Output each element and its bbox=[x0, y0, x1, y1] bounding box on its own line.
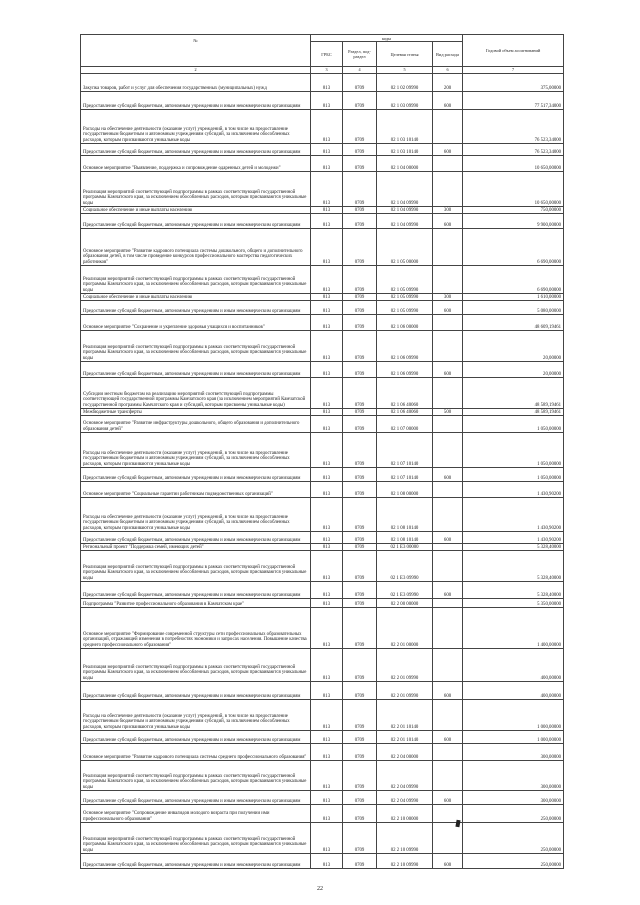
col-number: 6 bbox=[433, 67, 463, 74]
row-target-article-cell: 02 1 05 09990 bbox=[377, 294, 433, 301]
row-expense-type-cell: 300 bbox=[433, 207, 463, 214]
row-name-cell: Реализация мероприятий соответствующей подпрограммы в рамках соответствующей государственной программы Камчатского края, за исключением обособленных расходов, которым присваиваются уникальные коды bbox=[81, 649, 311, 682]
row-grbs-cell: 813 bbox=[311, 229, 343, 266]
row-sum-cell: 400,00000 bbox=[463, 682, 564, 700]
row-target-article-cell: 02 1 03 10140 bbox=[377, 144, 433, 156]
row-name-cell: Предоставление субсидий бюджетным, автономным учреждениям и иным некоммерческим организациям bbox=[81, 92, 311, 110]
row-sum-cell: 250,00000 bbox=[463, 823, 564, 854]
row-razdel-cell: 0709 bbox=[343, 266, 377, 294]
row-target-article-cell: 02 1 05 00000 bbox=[377, 229, 433, 266]
row-target-article-cell: 02 1 03 10140 bbox=[377, 110, 433, 144]
row-sum-cell: 9 900,00000 bbox=[463, 214, 564, 229]
table-row bbox=[81, 433, 564, 468]
table-row bbox=[81, 700, 564, 731]
row-sum-cell: 5 328,40000 bbox=[463, 582, 564, 599]
table-row bbox=[81, 731, 564, 744]
row-sum-cell: 1 050,00000 bbox=[463, 468, 564, 482]
header-annual-sum: Годовой объем ассигнований bbox=[463, 35, 564, 67]
row-sum-cell: 76 523,34000 bbox=[463, 144, 564, 156]
row-grbs-cell: 813 bbox=[311, 468, 343, 482]
row-razdel-cell: 0709 bbox=[343, 498, 377, 532]
row-expense-type-cell bbox=[433, 110, 463, 144]
row-target-article-cell: 02 2 01 09990 bbox=[377, 649, 433, 682]
row-grbs-cell: 813 bbox=[311, 700, 343, 731]
table-row bbox=[81, 582, 564, 599]
row-razdel-cell: 0709 bbox=[343, 207, 377, 214]
row-name-cell: Основное мероприятие "Формирование современной структуры сети профессиональных образовательных организаций, отражающей изменения в потребностях экономики и запросах населения. Повышение качества среднего профессионального образования" bbox=[81, 608, 311, 649]
row-razdel-cell: 0709 bbox=[343, 582, 377, 599]
row-sum-cell: 300,00000 bbox=[463, 761, 564, 791]
row-razdel-cell: 0709 bbox=[343, 805, 377, 823]
row-sum-cell: 10 650,00000 bbox=[463, 156, 564, 172]
table-row bbox=[81, 608, 564, 649]
row-grbs-cell: 813 bbox=[311, 362, 343, 378]
row-expense-type-cell bbox=[433, 482, 463, 498]
row-grbs-cell: 813 bbox=[311, 744, 343, 761]
row-sum-cell: 1 050,00000 bbox=[463, 433, 564, 468]
row-grbs-cell: 813 bbox=[311, 156, 343, 172]
row-grbs-cell: 813 bbox=[311, 433, 343, 468]
row-expense-type-cell bbox=[433, 551, 463, 582]
row-name-cell: Расходы на обеспечение деятельности (оказание услуг) учреждений, в том числе на предоставление государственным бюджетным и автономным учреждениям субсидий, за исключением обособленных расходов, которым присваиваются уникальные коды bbox=[81, 433, 311, 468]
row-target-article-cell: 02 1 06 40060 bbox=[377, 378, 433, 409]
row-expense-type-cell bbox=[433, 229, 463, 266]
row-razdel-cell: 0709 bbox=[343, 214, 377, 229]
row-sum-cell: 300,00000 bbox=[463, 744, 564, 761]
row-name-cell: Предоставление субсидий бюджетным, автономным учреждениям и иным некоммерческим организациям bbox=[81, 731, 311, 744]
row-expense-type-cell: 300 bbox=[433, 294, 463, 301]
row-name-cell: Закупка товаров, работ и услуг для обеспечения государственных (муниципальных) нужд bbox=[81, 74, 311, 92]
row-grbs-cell: 813 bbox=[311, 378, 343, 409]
row-expense-type-cell bbox=[433, 700, 463, 731]
row-sum-cell: 6 690,00000 bbox=[463, 266, 564, 294]
row-name-cell: Межбюджетные трансферты bbox=[81, 409, 311, 416]
table-row bbox=[81, 599, 564, 608]
row-target-article-cell: 02 2 10 00000 bbox=[377, 805, 433, 823]
row-name-cell: Основное мероприятие "Сохранение и укрепление здоровья учащихся и воспитанников" bbox=[81, 315, 311, 331]
row-razdel-cell: 0709 bbox=[343, 229, 377, 266]
header-row-codes bbox=[81, 35, 564, 42]
row-target-article-cell: 02 1 08 00000 bbox=[377, 482, 433, 498]
header-target-article: Целевая статья bbox=[377, 42, 433, 67]
col-number: 5 bbox=[377, 67, 433, 74]
table-row bbox=[81, 805, 564, 823]
table-row bbox=[81, 172, 564, 207]
row-razdel-cell: 0709 bbox=[343, 608, 377, 649]
row-name-cell: Предоставление субсидий бюджетным, автономным учреждениям и иным некоммерческим организациям bbox=[81, 532, 311, 544]
row-expense-type-cell bbox=[433, 544, 463, 551]
row-grbs-cell: 813 bbox=[311, 214, 343, 229]
row-expense-type-cell bbox=[433, 599, 463, 608]
row-grbs-cell: 813 bbox=[311, 144, 343, 156]
row-target-article-cell: 02 1 Е3 09990 bbox=[377, 551, 433, 582]
row-razdel-cell: 0709 bbox=[343, 110, 377, 144]
row-grbs-cell: 813 bbox=[311, 544, 343, 551]
row-razdel-cell: 0709 bbox=[343, 482, 377, 498]
header-razdel: Раздел, под-раздел bbox=[343, 42, 377, 67]
row-expense-type-cell bbox=[433, 378, 463, 409]
row-target-article-cell: 02 1 06 09990 bbox=[377, 362, 433, 378]
row-target-article-cell: 02 1 07 10140 bbox=[377, 468, 433, 482]
row-razdel-cell: 0709 bbox=[343, 409, 377, 416]
row-grbs-cell: 813 bbox=[311, 649, 343, 682]
row-target-article-cell: 02 1 04 00000 bbox=[377, 156, 433, 172]
row-expense-type-cell bbox=[433, 649, 463, 682]
row-name-cell: Реализация мероприятий соответствующей подпрограммы в рамках соответствующей государственной программы Камчатского края, за исключением обособленных расходов, которым присваиваются уникальные коды bbox=[81, 172, 311, 207]
row-sum-cell: 1 430,90200 bbox=[463, 532, 564, 544]
row-sum-cell: 5 328,40000 bbox=[463, 544, 564, 551]
row-sum-cell: 5 080,00000 bbox=[463, 301, 564, 315]
table-row bbox=[81, 409, 564, 416]
row-grbs-cell: 813 bbox=[311, 266, 343, 294]
row-target-article-cell: 02 1 04 09990 bbox=[377, 214, 433, 229]
row-grbs-cell: 813 bbox=[311, 582, 343, 599]
row-grbs-cell: 813 bbox=[311, 92, 343, 110]
row-razdel-cell: 0709 bbox=[343, 761, 377, 791]
row-razdel-cell: 0709 bbox=[343, 649, 377, 682]
row-expense-type-cell bbox=[433, 608, 463, 649]
row-grbs-cell: 813 bbox=[311, 74, 343, 92]
row-name-cell: Предоставление субсидий бюджетным, автономным учреждениям и иным некоммерческим организациям bbox=[81, 362, 311, 378]
row-razdel-cell: 0709 bbox=[343, 823, 377, 854]
table-row bbox=[81, 315, 564, 331]
row-sum-cell: 10 650,00000 bbox=[463, 172, 564, 207]
row-target-article-cell: 02 2 01 09990 bbox=[377, 682, 433, 700]
row-target-article-cell: 02 1 05 09990 bbox=[377, 301, 433, 315]
row-grbs-cell: 813 bbox=[311, 331, 343, 362]
header-expense-type: Вид расхода bbox=[433, 42, 463, 67]
row-razdel-cell: 0709 bbox=[343, 378, 377, 409]
row-razdel-cell: 0709 bbox=[343, 700, 377, 731]
row-name-cell: Реализация мероприятий соответствующей подпрограммы в рамках соответствующей государственной программы Камчатского края, за исключением обособленных расходов, которым присваиваются уникальные коды bbox=[81, 331, 311, 362]
row-expense-type-cell bbox=[433, 331, 463, 362]
row-target-article-cell: 02 2 01 10140 bbox=[377, 700, 433, 731]
row-expense-type-cell: 600 bbox=[433, 532, 463, 544]
row-razdel-cell: 0709 bbox=[343, 315, 377, 331]
row-expense-type-cell bbox=[433, 416, 463, 433]
row-target-article-cell: 02 1 04 09990 bbox=[377, 172, 433, 207]
table-row bbox=[81, 156, 564, 172]
row-target-article-cell: 02 2 10 09990 bbox=[377, 854, 433, 869]
row-grbs-cell: 813 bbox=[311, 294, 343, 301]
row-target-article-cell: 02 1 02 09990 bbox=[377, 74, 433, 92]
row-razdel-cell: 0709 bbox=[343, 854, 377, 869]
table-row bbox=[81, 74, 564, 92]
table-row bbox=[81, 498, 564, 532]
row-razdel-cell: 0709 bbox=[343, 74, 377, 92]
row-grbs-cell: 813 bbox=[311, 551, 343, 582]
header-grbs: ГРБС bbox=[311, 42, 343, 67]
row-grbs-cell: 813 bbox=[311, 110, 343, 144]
row-target-article-cell: 02 1 06 09990 bbox=[377, 331, 433, 362]
row-expense-type-cell bbox=[433, 156, 463, 172]
row-sum-cell: 6 690,00000 bbox=[463, 229, 564, 266]
row-target-article-cell: 02 1 06 40060 bbox=[377, 409, 433, 416]
row-expense-type-cell bbox=[433, 315, 463, 331]
col-number: 4 bbox=[343, 67, 377, 74]
table-row bbox=[81, 468, 564, 482]
row-expense-type-cell bbox=[433, 266, 463, 294]
row-expense-type-cell: 600 bbox=[433, 362, 463, 378]
row-target-article-cell: 02 2 00 00000 bbox=[377, 599, 433, 608]
table-row bbox=[81, 649, 564, 682]
table-row bbox=[81, 744, 564, 761]
row-razdel-cell: 0709 bbox=[343, 144, 377, 156]
row-grbs-cell: 813 bbox=[311, 791, 343, 805]
row-razdel-cell: 0709 bbox=[343, 433, 377, 468]
row-razdel-cell: 0709 bbox=[343, 468, 377, 482]
row-expense-type-cell: 600 bbox=[433, 468, 463, 482]
row-grbs-cell: 813 bbox=[311, 207, 343, 214]
table-body bbox=[81, 74, 564, 869]
row-expense-type-cell: 600 bbox=[433, 731, 463, 744]
row-name-cell: Предоставление субсидий бюджетным, автономным учреждениям и иным некоммерческим организациям bbox=[81, 301, 311, 315]
row-expense-type-cell bbox=[433, 498, 463, 532]
table-row bbox=[81, 823, 564, 854]
row-expense-type-cell: 600 bbox=[433, 582, 463, 599]
table-row bbox=[81, 92, 564, 110]
row-name-cell: Реализация мероприятий соответствующей подпрограммы в рамках соответствующей государственной программы Камчатского края, за исключением обособленных расходов, которым присваиваются уникальные коды bbox=[81, 761, 311, 791]
row-expense-type-cell: 600 bbox=[433, 92, 463, 110]
row-razdel-cell: 0709 bbox=[343, 791, 377, 805]
table-row bbox=[81, 301, 564, 315]
row-sum-cell: 48 609,19461 bbox=[463, 315, 564, 331]
table-row bbox=[81, 144, 564, 156]
table-row bbox=[81, 682, 564, 700]
row-grbs-cell: 813 bbox=[311, 416, 343, 433]
row-name-cell: Основное мероприятие "Развитие кадрового потенциала системы среднего профессионального образования" bbox=[81, 744, 311, 761]
row-sum-cell: 1 050,00000 bbox=[463, 416, 564, 433]
page-number: 22 bbox=[317, 886, 323, 892]
row-grbs-cell: 813 bbox=[311, 608, 343, 649]
row-target-article-cell: 02 1 05 09990 bbox=[377, 266, 433, 294]
row-target-article-cell: 02 1 08 10140 bbox=[377, 532, 433, 544]
table-row bbox=[81, 551, 564, 582]
table-row bbox=[81, 331, 564, 362]
row-grbs-cell: 813 bbox=[311, 532, 343, 544]
row-razdel-cell: 0709 bbox=[343, 731, 377, 744]
row-grbs-cell: 813 bbox=[311, 482, 343, 498]
row-grbs-cell: 813 bbox=[311, 315, 343, 331]
budget-table bbox=[80, 34, 564, 869]
row-expense-type-cell: 600 bbox=[433, 682, 463, 700]
row-razdel-cell: 0709 bbox=[343, 294, 377, 301]
table-row bbox=[81, 110, 564, 144]
row-sum-cell: 20,00000 bbox=[463, 331, 564, 362]
row-name-cell: Социальное обеспечение и иные выплаты населению bbox=[81, 294, 311, 301]
row-grbs-cell: 813 bbox=[311, 761, 343, 791]
row-expense-type-cell: 600 bbox=[433, 854, 463, 869]
row-razdel-cell: 0709 bbox=[343, 544, 377, 551]
col-number: 7 bbox=[463, 67, 564, 74]
table-row bbox=[81, 482, 564, 498]
row-expense-type-cell: 600 bbox=[433, 791, 463, 805]
row-razdel-cell: 0709 bbox=[343, 682, 377, 700]
row-razdel-cell: 0709 bbox=[343, 532, 377, 544]
row-name-cell: Основное мероприятие "Развитие кадрового потенциала системы дошкольного, общего и дополнительного образования детей, в том числе проведение конкурсов профессионального мастерства педагогических работников" bbox=[81, 229, 311, 266]
row-target-article-cell: 02 1 Е3 00000 bbox=[377, 544, 433, 551]
row-razdel-cell: 0709 bbox=[343, 416, 377, 433]
row-expense-type-cell bbox=[433, 761, 463, 791]
row-name-cell: Социальное обеспечение и иные выплаты населению bbox=[81, 207, 311, 214]
row-sum-cell: 48 589,19461 bbox=[463, 378, 564, 409]
row-razdel-cell: 0709 bbox=[343, 156, 377, 172]
table-row bbox=[81, 761, 564, 791]
row-razdel-cell: 0709 bbox=[343, 551, 377, 582]
row-name-cell: Подпрограмма "Развитие профессионального образования в Камчатском крае" bbox=[81, 599, 311, 608]
row-target-article-cell: 02 1 03 09990 bbox=[377, 92, 433, 110]
col-number: 3 bbox=[311, 67, 343, 74]
row-sum-cell: 300,00000 bbox=[463, 791, 564, 805]
row-name-cell: Субсидии местным бюджетам на реализацию мероприятий соответствующей подпрограммы соответствующей государственной программы Камчатского края (за исключением мероприятий Камчатской государственной программы Камчатского края и субсидий, которым присвоены уникальные коды) bbox=[81, 378, 311, 409]
table-row bbox=[81, 416, 564, 433]
row-target-article-cell: 02 2 04 09990 bbox=[377, 791, 433, 805]
row-name-cell: Предоставление субсидий бюджетным, автономным учреждениям и иным некоммерческим организациям bbox=[81, 468, 311, 482]
row-name-cell: Реализация мероприятий соответствующей подпрограммы в рамках соответствующей государственной программы Камчатского края, за исключением обособленных расходов, которым присваиваются уникальные коды bbox=[81, 823, 311, 854]
row-razdel-cell: 0709 bbox=[343, 744, 377, 761]
row-target-article-cell: 02 2 10 09990 bbox=[377, 823, 433, 854]
row-name-cell: Предоставление субсидий бюджетным, автономным учреждениям и иным некоммерческим организациям bbox=[81, 214, 311, 229]
row-name-cell: Основное мероприятие "Социальные гарантии работникам подведомственных организаций" bbox=[81, 482, 311, 498]
row-name-cell: Расходы на обеспечение деятельности (оказание услуг) учреждений, в том числе на предоставление государственным бюджетным и автономным учреждениям субсидий, за исключением обособленных расходов, которым присваиваются уникальные коды bbox=[81, 498, 311, 532]
header-codes-group: коды bbox=[311, 35, 463, 42]
row-target-article-cell: 02 2 01 00000 bbox=[377, 608, 433, 649]
row-expense-type-cell: 600 bbox=[433, 301, 463, 315]
row-target-article-cell: 02 2 04 09990 bbox=[377, 761, 433, 791]
table-row bbox=[81, 362, 564, 378]
row-razdel-cell: 0709 bbox=[343, 301, 377, 315]
row-sum-cell: 400,00000 bbox=[463, 649, 564, 682]
row-razdel-cell: 0709 bbox=[343, 331, 377, 362]
row-grbs-cell: 813 bbox=[311, 854, 343, 869]
row-name-cell: Основное мероприятие "Развитие инфраструктуры дошкольного, общего образования и дополнительного образования детей" bbox=[81, 416, 311, 433]
row-grbs-cell: 813 bbox=[311, 823, 343, 854]
table-row bbox=[81, 378, 564, 409]
row-sum-cell: 375,00000 bbox=[463, 74, 564, 92]
row-sum-cell: 1 000,00000 bbox=[463, 700, 564, 731]
table-row bbox=[81, 214, 564, 229]
row-sum-cell: 20,00000 bbox=[463, 362, 564, 378]
row-name-cell: Реализация мероприятий соответствующей подпрограммы в рамках соответствующей государственной программы Камчатского края, за исключением обособленных расходов, которым присваиваются уникальные коды bbox=[81, 266, 311, 294]
table-row bbox=[81, 544, 564, 551]
row-grbs-cell: 813 bbox=[311, 172, 343, 207]
row-razdel-cell: 0709 bbox=[343, 172, 377, 207]
row-sum-cell: 250,00000 bbox=[463, 805, 564, 823]
row-name-cell: Расходы на обеспечение деятельности (оказание услуг) учреждений, в том числе на предоставление государственным бюджетным и автономным учреждениям субсидий, за исключением обособленных расходов, которым присваиваются уникальные коды bbox=[81, 110, 311, 144]
row-grbs-cell: 813 bbox=[311, 731, 343, 744]
row-sum-cell: 1 610,00000 bbox=[463, 294, 564, 301]
row-target-article-cell: 02 1 04 09990 bbox=[377, 207, 433, 214]
header-no: № bbox=[81, 35, 311, 67]
row-sum-cell: 250,00000 bbox=[463, 854, 564, 869]
table-row bbox=[81, 294, 564, 301]
budget-table-page bbox=[80, 34, 563, 869]
row-name-cell: Основное мероприятие "Сопровождение инвалидов молодого возраста при получении ими профессионального образования" bbox=[81, 805, 311, 823]
row-expense-type-cell: 200 bbox=[433, 74, 463, 92]
col-number: 2 bbox=[81, 67, 311, 74]
row-name-cell: Предоставление субсидий бюджетным, автономным учреждениям и иным некоммерческим организациям bbox=[81, 144, 311, 156]
row-name-cell: Предоставление субсидий бюджетным, автономным учреждениям и иным некоммерческим организациям bbox=[81, 582, 311, 599]
row-name-cell: Основное мероприятие "Выявление, поддержка и сопровождение одаренных детей и молодежи" bbox=[81, 156, 311, 172]
row-target-article-cell: 02 1 06 00000 bbox=[377, 315, 433, 331]
row-grbs-cell: 813 bbox=[311, 409, 343, 416]
row-expense-type-cell: 600 bbox=[433, 214, 463, 229]
row-razdel-cell: 0709 bbox=[343, 599, 377, 608]
row-sum-cell: 77 517,34000 bbox=[463, 92, 564, 110]
row-target-article-cell: 02 2 01 10140 bbox=[377, 731, 433, 744]
row-target-article-cell: 02 1 Е3 09990 bbox=[377, 582, 433, 599]
table-row bbox=[81, 791, 564, 805]
row-sum-cell: 1 430,90200 bbox=[463, 482, 564, 498]
row-name-cell: Предоставление субсидий бюджетным, автономным учреждениям и иным некоммерческим организациям bbox=[81, 682, 311, 700]
row-grbs-cell: 813 bbox=[311, 301, 343, 315]
row-sum-cell: 76 523,34000 bbox=[463, 110, 564, 144]
row-name-cell: Реализация мероприятий соответствующей подпрограммы в рамках соответствующей государственной программы Камчатского края, за исключением обособленных расходов, которым присваиваются уникальные коды bbox=[81, 551, 311, 582]
row-expense-type-cell bbox=[433, 744, 463, 761]
table-row bbox=[81, 854, 564, 869]
row-target-article-cell: 02 1 07 10140 bbox=[377, 433, 433, 468]
row-grbs-cell: 813 bbox=[311, 682, 343, 700]
row-sum-cell: 5 350,00000 bbox=[463, 599, 564, 608]
row-razdel-cell: 0709 bbox=[343, 92, 377, 110]
row-target-article-cell: 02 1 08 10140 bbox=[377, 498, 433, 532]
table-row bbox=[81, 207, 564, 214]
row-sum-cell: 1 400,00000 bbox=[463, 608, 564, 649]
row-target-article-cell: 02 1 07 00000 bbox=[377, 416, 433, 433]
row-grbs-cell: 813 bbox=[311, 498, 343, 532]
row-grbs-cell: 813 bbox=[311, 599, 343, 608]
header-numbers-row bbox=[81, 67, 564, 74]
row-expense-type-cell bbox=[433, 433, 463, 468]
table-row bbox=[81, 266, 564, 294]
row-expense-type-cell bbox=[433, 172, 463, 207]
row-razdel-cell: 0709 bbox=[343, 362, 377, 378]
row-name-cell: Предоставление субсидий бюджетным, автономным учреждениям и иным некоммерческим организациям bbox=[81, 854, 311, 869]
row-sum-cell: 750,00000 bbox=[463, 207, 564, 214]
table-row bbox=[81, 532, 564, 544]
row-sum-cell: 1 000,00000 bbox=[463, 731, 564, 744]
row-target-article-cell: 02 2 04 00000 bbox=[377, 744, 433, 761]
row-expense-type-cell: 500 bbox=[433, 409, 463, 416]
row-sum-cell: 5 328,40000 bbox=[463, 551, 564, 582]
row-sum-cell: 48 589,19461 bbox=[463, 409, 564, 416]
row-grbs-cell: 813 bbox=[311, 805, 343, 823]
table-row bbox=[81, 229, 564, 266]
row-name-cell: Расходы на обеспечение деятельности (оказание услуг) учреждений, в том числе на предоставление государственным бюджетным и автономным учреждениям субсидий, за исключением обособленных расходов, которым присваиваются уникальные коды bbox=[81, 700, 311, 731]
row-sum-cell: 1 430,90200 bbox=[463, 498, 564, 532]
row-name-cell: Региональный проект "Поддержка семей, имеющих детей" bbox=[81, 544, 311, 551]
row-name-cell: Предоставление субсидий бюджетным, автономным учреждениям и иным некоммерческим организациям bbox=[81, 791, 311, 805]
row-expense-type-cell: 600 bbox=[433, 144, 463, 156]
